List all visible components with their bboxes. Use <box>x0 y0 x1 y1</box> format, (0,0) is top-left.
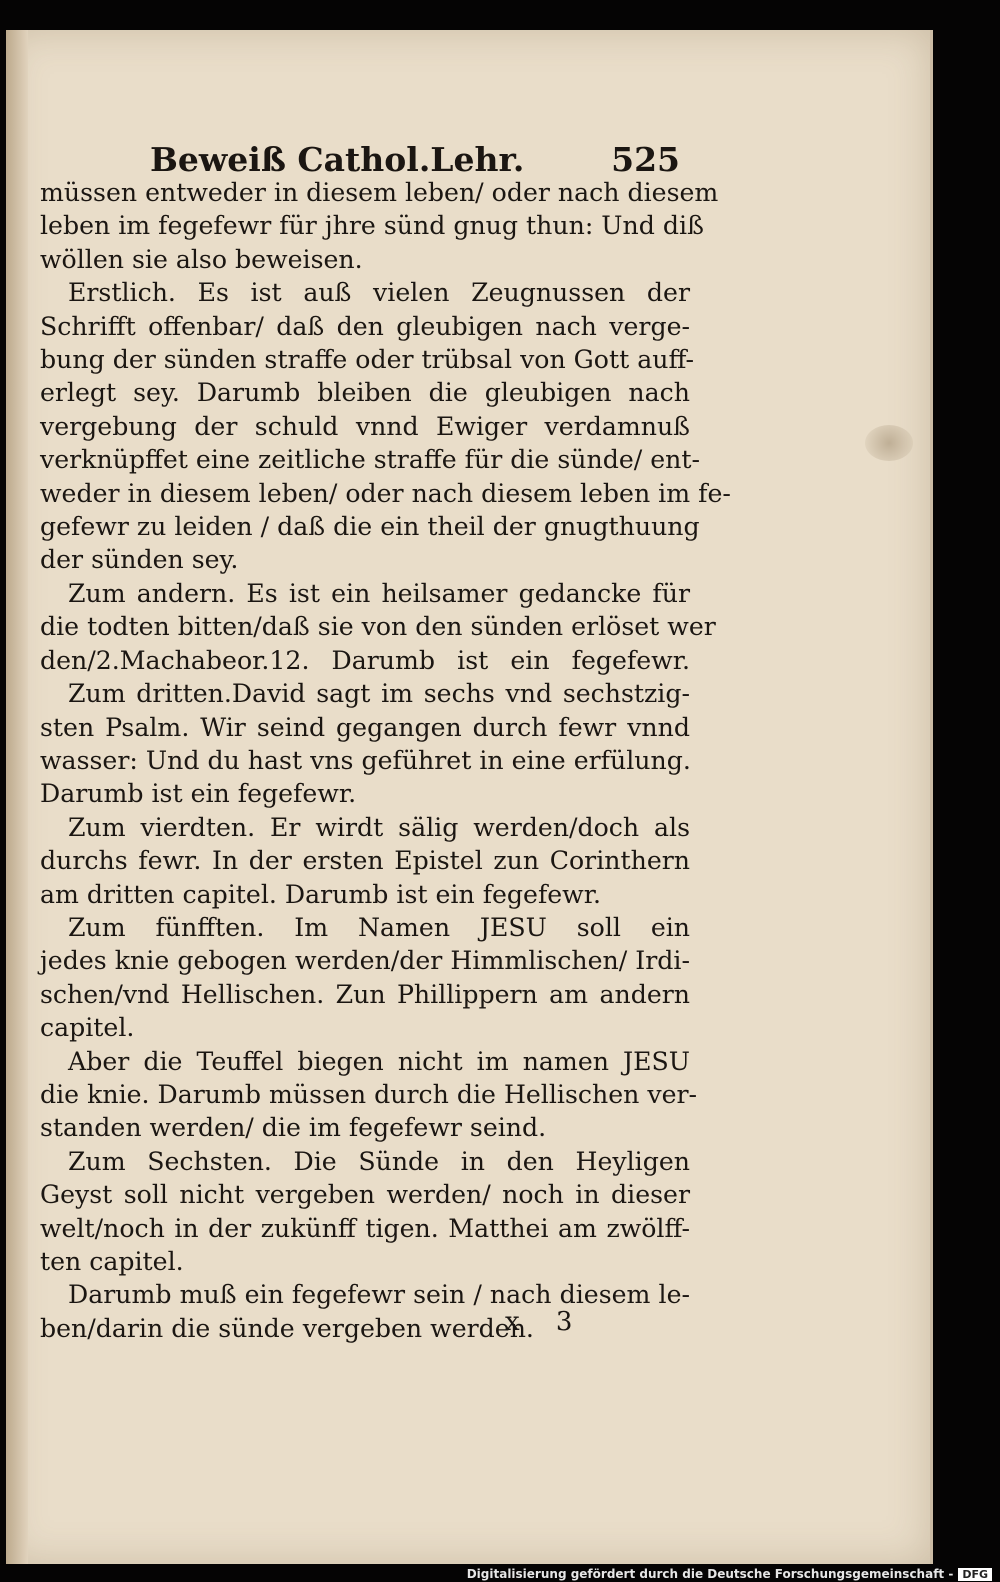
text-line: ten capitel. <box>40 1247 184 1276</box>
text-line: welt/noch in der zukünff tigen. Matthei am zwölff- <box>40 1213 690 1243</box>
text-line: den/2.Machabeor.12. Darumb ist ein fegefewr. <box>40 645 690 675</box>
text-line: Darumb muß ein fegefewr sein / nach diesem le- <box>68 1280 690 1310</box>
text-line: sten Psalm. Wir seind gegangen durch fewr vnnd <box>40 712 690 742</box>
text-line: jedes knie gebogen werden/der Himmlischen/ Irdi- <box>40 946 690 976</box>
footer-text: Digitalisierung gefördert durch die Deutsche Forschungsgemeinschaft - <box>466 1567 954 1581</box>
text-line: Zum fünfften. Im Namen JESU soll ein <box>68 912 690 942</box>
text-line: Aber die Teuffel biegen nicht im namen JESU <box>68 1046 690 1076</box>
footer <box>467 1567 992 1581</box>
body-text <box>40 176 731 1345</box>
text-line: wasser: Und du hast vns geführet in eine erfülung. <box>40 745 691 775</box>
text-line: durchs fewr. In der ersten Epistel zun Corinthern <box>40 846 690 876</box>
dfg-logo: DFG <box>958 1568 992 1581</box>
page-number: 525 <box>611 140 680 179</box>
page-fold <box>6 30 28 1564</box>
text-line: müssen entweder in diesem leben/ oder nach diesem <box>40 178 719 207</box>
text-line: capitel. <box>40 1013 135 1043</box>
text-line: verknüpffet eine zeitliche straffe für die sünde/ ent- <box>40 445 700 475</box>
text-line: Zum Sechsten. Die Sünde in den Heyligen <box>68 1146 690 1176</box>
text-line: Schrifft offenbar/ daß den gleubigen nach verge- <box>40 311 690 341</box>
text-line: der sünden sey. <box>40 545 239 575</box>
running-title: Beweiß Cathol.Lehr. <box>150 140 525 179</box>
text-line: am dritten capitel. Darumb ist ein fegefewr. <box>40 879 602 909</box>
text-line: Geyst soll nicht vergeben werden/ noch in dieser <box>40 1180 690 1210</box>
signature-mark: x 3 <box>505 1307 587 1337</box>
text-line: die todten bitten/daß sie von den sünden erlöset wer <box>40 612 716 642</box>
text-line: Zum dritten.David sagt im sechs vnd sechstzig- <box>68 679 690 709</box>
text-line: erlegt sey. Darumb bleiben die gleubigen nach <box>40 378 690 408</box>
text-line: bung der sünden straffe oder trübsal von Gott auff- <box>40 345 694 375</box>
text-line: schen/vnd Hellischen. Zun Phillippern am andern <box>40 979 690 1009</box>
margin-stain <box>865 425 913 461</box>
text-line: leben im fegefewr für jhre sünd gnug thun: Und diß <box>40 211 704 241</box>
text-line: weder in diesem leben/ oder nach diesem leben im fe- <box>40 478 731 508</box>
text-line: ben/darin die sünde vergeben werden. <box>40 1313 534 1343</box>
text-line: Zum vierdten. Er wirdt sälig werden/doch als <box>68 812 690 842</box>
text-line: standen werden/ die im fegefewr seind. <box>40 1113 547 1143</box>
text-line: Zum andern. Es ist ein heilsamer gedancke für <box>68 578 690 608</box>
text-line: Erstlich. Es ist auß vielen Zeugnussen der <box>68 278 690 308</box>
text-line: vergebung der schuld vnnd Ewiger verdamnuß <box>40 411 690 441</box>
text-line: die knie. Darumb müssen durch die Hellischen ver- <box>40 1079 698 1109</box>
text-line: gefewr zu leiden / daß die ein theil der gnugthuung <box>40 512 700 542</box>
text-line: Darumb ist ein fegefewr. <box>40 779 357 809</box>
text-line: wöllen sie also beweisen. <box>40 244 363 274</box>
